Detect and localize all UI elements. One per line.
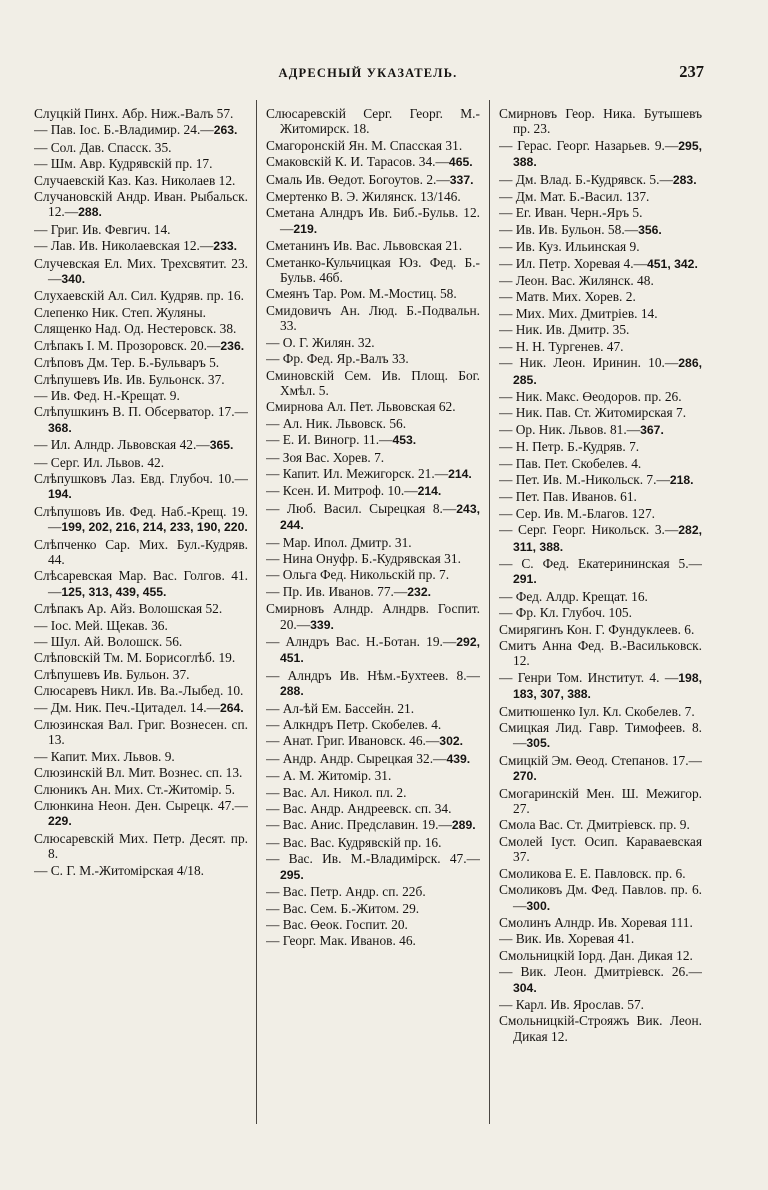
directory-entry: [266, 106, 480, 137]
entry-text: Смицкая Лид. Гавр. Тимофеев. 8.—: [499, 720, 702, 751]
entry-text: — Капит. Мих. Львов. 9.: [34, 748, 175, 764]
entry-text: Смольницкій Іорд. Дан. Дикая 12.: [499, 947, 693, 963]
entry-text: — Ив. Ив. Бульон. 58.—: [499, 221, 639, 237]
directory-entry: [499, 522, 702, 555]
entry-phone: 339.: [310, 617, 334, 632]
directory-entry: [499, 306, 702, 321]
directory-entry: [34, 338, 248, 354]
entry-text: — Вас. Андр. Андреевск. сп. 34.: [266, 801, 452, 817]
entry-phone: 270.: [513, 769, 537, 784]
directory-entry: [499, 138, 702, 171]
entry-text: — Люб. Васил. Сырецкая 8.—: [266, 500, 457, 516]
entry-text: — С. Г. М.-Житомірская 4/18.: [34, 862, 205, 878]
directory-entry: [266, 483, 480, 499]
directory-entry: [266, 567, 480, 582]
directory-entry: [499, 720, 702, 752]
entry-phone: 292, 451.: [280, 635, 480, 666]
directory-entry: [499, 866, 702, 881]
entry-text: — Мих. Мих. Дмитріев. 14.: [499, 305, 658, 321]
entry-text: — Вас. Ал. Никол. пл. 2.: [266, 784, 407, 800]
directory-entry: [266, 901, 480, 916]
entry-text: — Леон. Вас. Жилянск. 48.: [499, 273, 654, 289]
directory-entry: [34, 140, 248, 155]
entry-text: — Фр. Кл. Глубоч. 105.: [499, 605, 632, 621]
entry-text: Слухаевскій Ал. Сил. Кудряв. пр. 16.: [34, 288, 244, 304]
directory-entry: [499, 834, 702, 865]
entry-text: Слюникъ Ан. Мих. Ст.-Житомір. 5.: [34, 781, 236, 797]
entry-phone: 214.: [417, 484, 442, 499]
directory-entry: [34, 717, 248, 748]
directory-entry: [499, 670, 702, 703]
entry-phone: 264.: [219, 700, 244, 715]
directory-entry: [266, 535, 480, 550]
entry-phone: 283.: [672, 172, 697, 187]
entry-text: Смагоронскій Ян. М. Спасская 31.: [266, 137, 463, 153]
entry-text: Смидовичъ Ан. Люд. Б.-Подвальн. 33.: [266, 302, 480, 334]
directory-entry: [266, 205, 480, 237]
directory-entry: [499, 915, 702, 930]
entry-phone: 263.: [213, 123, 238, 138]
entry-text: — Ив. Фед. Н.-Крещат. 9.: [34, 387, 180, 403]
entry-phone: 218.: [669, 472, 694, 487]
entry-text: — Дм. Влад. Б.-Кудрявск. 5.—: [499, 171, 673, 187]
directory-entry: [34, 504, 248, 536]
entry-text: Слѣповскій Тм. М. Борисоглѣб. 19.: [34, 650, 236, 666]
directory-entry: [34, 156, 248, 171]
entry-text: — Ник. Ив. Дмитр. 35.: [499, 322, 630, 338]
directory-entry: [499, 948, 702, 963]
entry-text: Слюзинская Вал. Григ. Вознесен. сп. 13.: [34, 717, 248, 748]
directory-entry: [34, 222, 248, 237]
directory-entry: [499, 322, 702, 337]
entry-text: Случевская Ел. Мих. Трехсвятит. 23.—: [34, 255, 248, 287]
directory-entry: [499, 817, 702, 832]
directory-entry: [499, 931, 702, 946]
directory-entry: [266, 717, 480, 732]
directory-entry: [34, 305, 248, 320]
entry-text: Смолинъ Алндр. Ив. Хоревая 111.: [499, 914, 693, 930]
entry-text: — Нина Онуфр. Б.-Кудрявская 31.: [266, 550, 461, 566]
directory-entry: [499, 605, 702, 620]
entry-text: — Анат. Григ. Ивановск. 46.—: [266, 733, 440, 749]
directory-entry: [499, 189, 702, 204]
entry-phone: 219.: [293, 221, 318, 236]
directory-entry: [499, 205, 702, 220]
directory-entry: [266, 416, 480, 431]
directory-entry: [266, 668, 480, 700]
entry-text: — Андр. Андр. Сырецкая 32.—: [266, 750, 447, 766]
directory-entry: [34, 471, 248, 503]
directory-entry: [266, 733, 480, 749]
entry-text: — Лав. Ив. Николаевская 12.—: [34, 238, 214, 254]
entry-text: — Ник. Леон. Иринин. 10.—: [499, 355, 679, 371]
directory-entry: [266, 286, 480, 301]
entry-text: — Пр. Ив. Иванов. 77.—: [266, 583, 408, 599]
entry-text: — Фед. Алдр. Крещат. 16.: [499, 588, 648, 604]
directory-entry: [266, 851, 480, 883]
directory-entry: [34, 667, 248, 682]
entry-text: Слюзинскій Вл. Мит. Вознес. сп. 13.: [34, 765, 243, 781]
directory-entry: [499, 786, 702, 817]
directory-entry: [499, 1013, 702, 1044]
entry-text: — Н. Н. Тургенев. 47.: [499, 338, 624, 354]
entry-text: Смитъ Анна Фед. В.-Васильковск. 12.: [499, 638, 702, 669]
entry-phone: 300.: [526, 898, 551, 913]
entry-text: — Алндръ Вас. Н.-Ботан. 19.—: [266, 634, 457, 649]
directory-entry: [34, 863, 248, 878]
entry-phone: 295.: [280, 867, 304, 882]
directory-entry: [266, 303, 480, 334]
entry-phone: 199, 202, 216, 214, 233, 190, 220.: [61, 520, 248, 535]
directory-entry: [266, 335, 480, 350]
entry-phone: 233.: [213, 239, 238, 254]
entry-text: — Серг. Ил. Львов. 42.: [34, 454, 165, 470]
directory-entry: [499, 997, 702, 1012]
entry-phone: 465.: [448, 155, 473, 170]
directory-entry: [499, 405, 702, 420]
entry-text: — Дм. Мат. Б.-Васил. 137.: [499, 189, 650, 205]
entry-phone: 337.: [449, 172, 474, 187]
directory-entry: [499, 273, 702, 288]
entry-text: Смаковскій К. И. Тарасов. 34.—: [266, 154, 449, 170]
entry-phone: 305.: [526, 736, 551, 751]
entry-text: — О. Г. Жилян. 32.: [266, 334, 375, 350]
directory-entry: [499, 589, 702, 604]
directory-entry: [34, 404, 248, 436]
entry-text: Слѣсаревская Мар. Вас. Голгов. 41.—: [34, 568, 248, 599]
directory-entry: [499, 289, 702, 304]
directory-entry: [34, 321, 248, 336]
entry-phone: 125, 313, 439, 455.: [61, 584, 167, 599]
column-divider: [256, 100, 257, 1124]
directory-entry: [34, 650, 248, 665]
entry-text: Смола Вас. Ст. Дмитріевск. пр. 9.: [499, 817, 690, 833]
entry-text: Смитюшенко Іул. Кл. Скобелев. 7.: [499, 703, 695, 719]
entry-text: — Ег. Иван. Черн.-Яръ 5.: [499, 205, 643, 221]
entry-text: — Ил. Петр. Хоревая 4.—: [499, 255, 647, 271]
directory-entry: [34, 388, 248, 403]
entry-text: Слѣпакъ Ар. Айз. Волошская 52.: [34, 601, 223, 617]
directory-entry: [499, 882, 702, 914]
directory-entry: [266, 601, 480, 633]
directory-entry: [266, 785, 480, 800]
directory-entry: [34, 601, 248, 616]
directory-entry: [266, 351, 480, 366]
directory-entry: [34, 355, 248, 370]
directory-entry: [499, 222, 702, 238]
entry-text: — Пет. Ив. М.-Никольск. 7.—: [499, 471, 670, 487]
entry-text: — Алкндръ Петр. Скобелев. 4.: [266, 717, 442, 733]
directory-entry: [266, 884, 480, 899]
entry-text: — Ал-ѣй Ем. Бассейн. 21.: [266, 700, 415, 716]
entry-text: Слѣповъ Дм. Тер. Б.-Бульваръ 5.: [34, 355, 220, 371]
entry-text: — Ник. Пав. Ст. Житомирская 7.: [499, 405, 687, 421]
entry-phone: 304.: [513, 980, 537, 995]
entry-phone: 198, 183, 307, 388.: [513, 670, 702, 702]
entry-text: — Ал. Ник. Львовск. 56.: [266, 415, 407, 431]
entry-text: — А. М. Житомір. 31.: [266, 768, 392, 784]
entry-text: Смирягинъ Кон. Г. Фундуклеев. 6.: [499, 621, 695, 637]
column-3: [499, 106, 702, 1126]
entry-text: — Е. И. Виногр. 11.—: [266, 432, 393, 448]
directory-entry: [34, 437, 248, 453]
directory-entry: [499, 556, 702, 588]
entry-text: Слуцкій Пинх. Абр. Ниж.-Валъ 57.: [34, 106, 234, 121]
entry-text: — Пет. Пав. Иванов. 61.: [499, 489, 637, 505]
directory-entry: [34, 256, 248, 288]
entry-text: Слюсаревскій Серг. Георг. М.-Житомирск. 18.: [266, 106, 480, 137]
directory-entry: [34, 288, 248, 303]
entry-text: — Вас. Петр. Андр. сп. 22б.: [266, 884, 426, 900]
directory-entry: [266, 701, 480, 716]
entry-phone: 356.: [638, 222, 662, 237]
page-number: 237: [679, 62, 704, 81]
directory-entry: [34, 238, 248, 254]
directory-entry: [499, 439, 702, 454]
entry-text: — Іос. Мей. Щекав. 36.: [34, 617, 168, 633]
entry-text: Смеянъ Тар. Ром. М.-Мостиц. 58.: [266, 286, 457, 302]
entry-text: Слюнкина Неон. Ден. Сырецк. 47.—: [34, 798, 248, 814]
entry-phone: 214.: [448, 466, 472, 481]
entry-text: — Вас. Анис. Предславин. 19.—: [266, 817, 452, 833]
page-header: [32, 62, 704, 84]
entry-text: — Сер. Ив. М.-Благов. 127.: [499, 505, 656, 521]
column-divider: [489, 100, 490, 1124]
entry-text: — Карл. Ив. Ярослав. 57.: [499, 996, 645, 1012]
directory-entry: [499, 256, 702, 272]
entry-phone: 288.: [280, 684, 304, 699]
entry-text: Сметанко-Кульчицкая Юз. Фед. Б.-Бульв. 46б.: [266, 254, 480, 286]
entry-text: — Ор. Ник. Львов. 81.—: [499, 421, 641, 437]
directory-entry: [266, 751, 480, 767]
directory-entry: [266, 154, 480, 170]
directory-entry: [499, 456, 702, 471]
entry-phone: 439.: [446, 751, 471, 766]
entry-text: — Матв. Мих. Хорев. 2.: [499, 289, 636, 305]
entry-phone: 282, 311, 388.: [513, 523, 702, 554]
entry-phone: 367.: [640, 422, 664, 437]
entry-text: Смирнова Ал. Пет. Львовская 62.: [266, 399, 456, 415]
entry-text: Смаль Ив. Өедот. Богоутов. 2.—: [266, 171, 450, 187]
entry-text: — Герас. Георг. Назарьев. 9.—: [499, 137, 679, 153]
directory-entry: [266, 399, 480, 414]
entry-phone: 291.: [513, 572, 537, 587]
entry-text: Слященко Над. Од. Нестеровск. 38.: [34, 321, 237, 337]
directory-entry: [266, 466, 480, 482]
entry-text: Смолей Іуст. Осип. Караваевская 37.: [499, 833, 702, 865]
entry-text: — Вик. Леон. Дмитріевск. 26.—: [499, 964, 702, 980]
entry-text: — Григ. Ив. Февгич. 14.: [34, 221, 171, 237]
directory-entry: [499, 704, 702, 719]
entry-text: — Пав. Пет. Скобелев. 4.: [499, 455, 642, 471]
entry-text: Смогаринскій Мен. Ш. Межигор. 27.: [499, 785, 702, 817]
directory-entry: [499, 506, 702, 521]
directory-entry: [266, 238, 480, 253]
entry-text: — С. Фед. Екатерининская 5.—: [499, 555, 702, 571]
directory-entry: [266, 835, 480, 850]
directory-entry: [499, 106, 702, 137]
entry-text: — Шм. Авр. Кудрявскій пр. 17.: [34, 156, 213, 172]
directory-entry: [34, 189, 248, 221]
entry-phone: 243, 244.: [280, 501, 480, 533]
directory-entry: [34, 700, 248, 716]
directory-entry: [499, 753, 702, 785]
directory-entry: [266, 634, 480, 667]
entry-text: — Пав. Іос. Б.-Владимир. 24.—: [34, 122, 214, 138]
entry-phone: 289.: [451, 818, 476, 833]
entry-text: Слѣпченко Сар. Мих. Бул.-Кудряв. 44.: [34, 536, 248, 567]
directory-entry: [499, 472, 702, 488]
directory-entry: [34, 782, 248, 797]
directory-entry: [266, 801, 480, 816]
entry-text: — Дм. Ник. Печ.-Цитадел. 14.—: [34, 699, 220, 715]
entry-text: — Ник. Макс. Өеодоров. пр. 26.: [499, 388, 682, 404]
directory-entry: [34, 749, 248, 764]
directory-entry: [499, 622, 702, 637]
directory-entry: [266, 501, 480, 534]
entry-phone: 236.: [220, 338, 245, 353]
entry-text: Слѣпушкинъ В. П. Обсерватор. 17.—: [34, 404, 248, 420]
directory-entry: [34, 122, 248, 138]
entry-phone: 286, 285.: [513, 356, 702, 387]
entry-text: — Ив. Куз. Ильинская 9.: [499, 239, 640, 255]
directory-entry: [499, 339, 702, 354]
column-2: [266, 106, 480, 1126]
entry-text: — Серг. Георг. Никольск. 3.—: [499, 522, 679, 538]
entry-text: Случаевскій Каз. Каз. Николаев 12.: [34, 172, 236, 188]
directory-entry: [499, 638, 702, 669]
entry-text: Слюсаревъ Никл. Ив. Ва.-Лыбед. 10.: [34, 683, 244, 699]
column-1: [34, 106, 248, 1126]
entry-text: Смицкій Эм. Өеод. Степанов. 17.—: [499, 752, 702, 768]
directory-entry: [34, 173, 248, 188]
entry-text: Слѣпакъ І. М. Прозоровск. 20.—: [34, 337, 221, 353]
entry-text: — Георг. Мак. Иванов. 46.: [266, 933, 416, 949]
entry-text: — Сол. Дав. Спасск. 35.: [34, 139, 172, 155]
entry-text: Случановскій Андр. Иван. Рыбальск. 12.—: [34, 189, 248, 220]
entry-text: — Ольга Фед. Никольскій пр. 7.: [266, 567, 450, 583]
entry-text: — Ксен. И. Митроф. 10.—: [266, 483, 418, 499]
directory-entry: [34, 455, 248, 470]
entry-phone: 368.: [48, 420, 72, 435]
entry-text: — Вас. Өеок. Госпит. 20.: [266, 916, 408, 932]
entry-text: — Генри Том. Институт. 4. —: [499, 669, 679, 685]
entry-phone: 453.: [392, 433, 417, 448]
entry-text: Сметана Алндръ Ив. Биб.-Бульв. 12.—: [266, 205, 480, 236]
entry-text: — Вас. Сем. Б.-Житом. 29.: [266, 900, 420, 916]
directory-entry: [499, 239, 702, 254]
entry-text: — Мар. Ипол. Дмитр. 31.: [266, 534, 412, 550]
directory-entry: [499, 422, 702, 438]
entry-text: Смоликовъ Дм. Фед. Павлов. пр. 6.—: [499, 882, 702, 913]
running-title: АДРЕСНЫЙ УКАЗАТЕЛЬ.: [278, 66, 458, 80]
entry-phone: 288.: [78, 205, 102, 220]
entry-text: Смирновъ Геор. Ника. Бутышевъ пр. 23.: [499, 106, 702, 137]
entry-text: Смольницкій-Строяжъ Вик. Леон. Дикая 12.: [499, 1013, 702, 1044]
entry-text: Сметанинъ Ив. Вас. Львовская 21.: [266, 238, 463, 254]
directory-entry: [34, 568, 248, 600]
entry-phone: 194.: [48, 487, 72, 502]
entry-phone: 451, 342.: [647, 256, 698, 271]
entry-text: Смирновъ Алндр. Алндрв. Госпит. 20.—: [266, 601, 480, 632]
directory-entry: [266, 450, 480, 465]
directory-entry: [266, 768, 480, 783]
directory-entry: [266, 933, 480, 948]
directory-entry: [34, 831, 248, 862]
entry-text: — Н. Петр. Б.-Кудряв. 7.: [499, 439, 640, 455]
directory-entry: [266, 368, 480, 399]
directory-entry: [266, 189, 480, 204]
entry-phone: 340.: [61, 272, 86, 287]
entry-phone: 302.: [439, 734, 464, 749]
directory-entry: [34, 634, 248, 649]
directory-entry: [34, 683, 248, 698]
directory-entry: [266, 584, 480, 600]
entry-text: — Вас. Вас. Кудрявскій пр. 16.: [266, 834, 442, 850]
directory-entry: [499, 355, 702, 388]
entry-text: Слѣпушовъ Ив. Фед. Наб.-Крещ. 19.—: [34, 503, 248, 535]
directory-entry: [499, 964, 702, 996]
entry-text: — Фр. Фед. Яр.-Валъ 33.: [266, 351, 409, 367]
entry-text: — Вас. Ив. М.-Владимірск. 47.—: [266, 851, 480, 867]
entry-text: Слѣпушковъ Лаз. Евд. Глубоч. 10.—: [34, 470, 248, 486]
directory-entry: [34, 106, 248, 121]
directory-entry: [34, 372, 248, 387]
entry-phone: 365.: [209, 438, 234, 453]
entry-text: — Вик. Ив. Хоревая 41.: [499, 931, 635, 947]
entry-phone: 232.: [407, 584, 431, 599]
directory-entry: [499, 389, 702, 404]
entry-text: Слюсаревскій Мих. Петр. Десят. пр. 8.: [34, 830, 248, 862]
entry-text: — Зоя Вас. Хорев. 7.: [266, 449, 385, 465]
entry-text: — Шул. Ай. Волошск. 56.: [34, 634, 183, 649]
entry-text: Сминовскій Сем. Ив. Площ. Бог. Хмѣл. 5.: [266, 367, 480, 398]
directory-entry: [34, 618, 248, 633]
directory-entry: [266, 551, 480, 566]
directory-entry: [34, 765, 248, 780]
entry-phone: 229.: [48, 814, 72, 829]
directory-entry: [266, 255, 480, 286]
entry-text: Слѣпушевъ Ив. Ив. Бульонск. 37.: [34, 371, 225, 387]
directory-entry: [266, 138, 480, 153]
directory-entry: [34, 798, 248, 830]
directory-entry: [499, 172, 702, 188]
directory-entry: [266, 917, 480, 932]
entry-text: Смоликова Е. Е. Павловск. пр. 6.: [499, 865, 686, 881]
entry-phone: 295, 388.: [513, 138, 702, 170]
entry-text: — Ил. Алндр. Львовская 42.—: [34, 437, 210, 453]
directory-entry: [266, 432, 480, 448]
entry-text: Слѣпушевъ Ив. Бульон. 37.: [34, 666, 190, 682]
entry-text: — Капит. Ил. Межигорск. 21.—: [266, 465, 449, 481]
entry-text: — Алндръ Ив. Нѣм.-Бухтеев. 8.—: [266, 667, 480, 683]
directory-entry: [499, 489, 702, 504]
entry-text: Смертенко В. Э. Жилянск. 13/146.: [266, 189, 461, 205]
entry-text: Слепенко Ник. Степ. Жуляны.: [34, 304, 206, 320]
directory-entry: [266, 817, 480, 833]
directory-entry: [34, 537, 248, 568]
directory-entry: [266, 172, 480, 188]
